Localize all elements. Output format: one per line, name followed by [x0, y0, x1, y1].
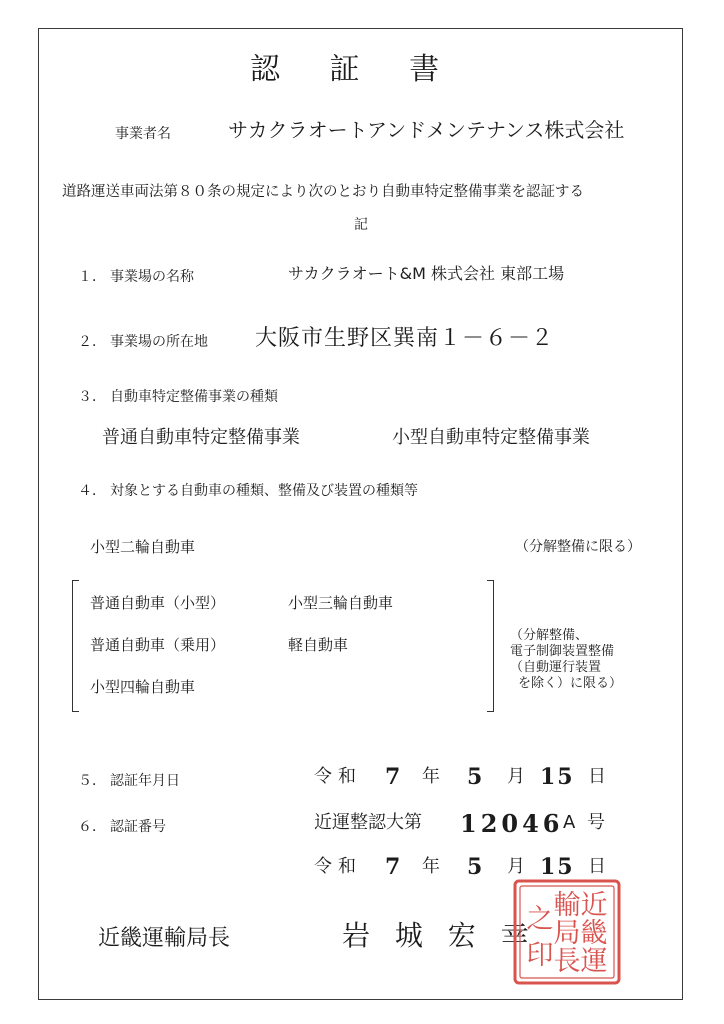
item-1-number: １．	[78, 269, 106, 285]
cert-date-year-unit: 年	[422, 766, 440, 787]
cert-date-month: 5	[467, 764, 483, 790]
seal-char: 之	[526, 904, 554, 935]
vehicle-group-right-bracket	[487, 580, 494, 712]
seal-char: 輸	[553, 890, 581, 921]
issue-date-day: 15	[540, 854, 575, 880]
vehicle-small-four-wheel: 小型四輪自動車	[90, 678, 196, 696]
item-6-label: 認証番号	[110, 819, 166, 835]
official-seal	[512, 878, 622, 986]
ki-mark: 記	[354, 217, 368, 233]
seal-char: 運	[580, 946, 608, 977]
business-type-normal: 普通自動車特定整備事業	[102, 427, 300, 448]
issuer-title: 近畿運輸局長	[98, 926, 231, 951]
item-2-number: ２．	[78, 334, 106, 350]
vehicle-small-two-wheel: 小型二輪自動車	[90, 538, 196, 556]
issue-date-year-unit: 年	[422, 856, 440, 877]
cert-number-suffix-a: A	[563, 812, 576, 833]
vehicle-small-three-wheel: 小型三輪自動車	[288, 594, 394, 612]
seal-char: 印	[526, 940, 554, 971]
cert-date-era: 令和	[314, 766, 362, 787]
item-3-label: 自動車特定整備事業の種類	[110, 389, 278, 405]
item-5-label: 認証年月日	[110, 773, 180, 789]
cert-date-day-unit: 日	[588, 766, 606, 787]
cert-number-prefix: 近運整認大第	[314, 812, 422, 833]
seal-char: 長	[553, 946, 581, 977]
cert-number-suffix-go: 号	[587, 812, 605, 833]
vehicle-light: 軽自動車	[288, 636, 349, 654]
vehicle-group-scope-note	[510, 628, 622, 692]
scope-note-line: 電子制御装置整備	[510, 644, 615, 659]
operator-label: 事業者名	[115, 126, 171, 142]
preamble: 道路運送車両法第８０条の規定により次のとおり自動車特定整備事業を認証する	[62, 184, 584, 200]
item-4-label: 対象とする自動車の種類、整備及び装置の種類等	[110, 483, 418, 499]
item-6-number: ６．	[78, 819, 106, 835]
seal-char: 畿	[580, 918, 608, 949]
issuer-name: 岩 城 宏 幸	[342, 919, 537, 952]
issue-date-year: 7	[385, 854, 401, 880]
business-type-small: 小型自動車特定整備事業	[392, 427, 590, 448]
issue-date-day-unit: 日	[588, 856, 606, 877]
item-3-number: ３．	[78, 389, 106, 405]
issue-date-month: 5	[467, 854, 483, 880]
item-4-number: ４．	[78, 483, 106, 499]
scope-note-line: （分解整備、	[510, 628, 589, 643]
vehicle-group-left-bracket	[72, 580, 79, 712]
workshop-name: サカクラオート&M 株式会社 東部工場	[288, 264, 565, 283]
scope-note-line: （自動運行装置	[510, 660, 602, 675]
document-title: 認 証 書	[250, 52, 460, 87]
issue-date-era: 令和	[314, 856, 362, 877]
item-5-number: ５．	[78, 773, 106, 789]
item-1-label: 事業場の名称	[110, 269, 194, 285]
seal-char: 局	[553, 918, 581, 949]
vehicle-normal-passenger: 普通自動車（乗用）	[90, 636, 226, 654]
issue-date-month-unit: 月	[507, 856, 525, 877]
scope-note-line: を除く）に限る）	[518, 676, 623, 691]
item-2-label: 事業場の所在地	[110, 334, 208, 350]
certificate-border	[38, 28, 683, 1000]
cert-date-month-unit: 月	[507, 766, 525, 787]
vehicle-normal-small: 普通自動車（小型）	[90, 594, 226, 612]
two-wheel-scope-note: （分解整備に限る）	[515, 539, 641, 555]
cert-number-value: 12046	[460, 809, 564, 838]
cert-date-year: 7	[385, 764, 401, 790]
operator-name: サカクラオートアンドメンテナンス株式会社	[228, 118, 625, 142]
seal-char: 近	[580, 890, 608, 921]
cert-date-day: 15	[540, 764, 575, 790]
workshop-address: 大阪市生野区巽南１－６－２	[255, 326, 555, 351]
